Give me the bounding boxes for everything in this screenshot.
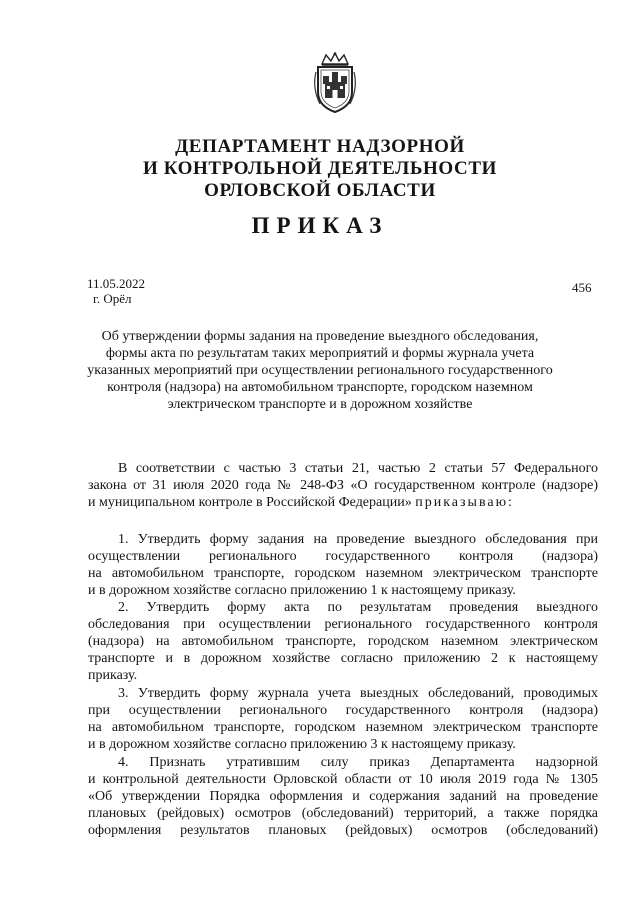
item-3-line-1: 3. Утвердить форму журнала учета выездных обследований, проводимых bbox=[118, 686, 598, 701]
order-date: 11.05.2022 bbox=[87, 276, 146, 291]
preamble-line-2: закона от 31 июля 2020 года № 248-ФЗ «О государственном контроле (надзоре) bbox=[88, 478, 598, 493]
item-4-line-3: «Об утверждении Порядка оформления и содержания заданий на проведение bbox=[88, 789, 598, 804]
item-3-line-4: и в дорожном хозяйстве согласно приложению 3 к настоящему приказу. bbox=[88, 737, 516, 752]
item-4-line-2: и контрольной деятельности Орловской области от 10 июля 2019 года № 1305 bbox=[88, 772, 598, 787]
order-city: г. Орёл bbox=[93, 291, 132, 306]
subject-line-5: электрическом транспорте и в дорожном хозяйстве bbox=[167, 397, 473, 412]
preamble-text: и муниципальном контроле в Российской Федерации» bbox=[88, 495, 412, 510]
department-name-line-3: ОРЛОВСКОЙ ОБЛАСТИ bbox=[204, 180, 436, 201]
item-4-line-1: 4. Признать утратившим силу приказ Департамента надзорной bbox=[118, 755, 598, 770]
department-name-line-1: ДЕПАРТАМЕНТ НАДЗОРНОЙ bbox=[175, 136, 465, 157]
item-1-line-4: и в дорожном хозяйстве согласно приложению 1 к настоящему приказу. bbox=[88, 583, 516, 598]
order-directive: приказываю: bbox=[415, 495, 514, 510]
preamble-line-1: В соответствии с частью 3 статьи 21, частью 2 статьи 57 Федерального bbox=[118, 461, 598, 476]
subject-line-2: формы акта по результатам таких мероприятий и формы журнала учета bbox=[105, 346, 535, 361]
department-name-line-2: И КОНТРОЛЬНОЙ ДЕЯТЕЛЬНОСТИ bbox=[142, 158, 498, 179]
item-2-line-3: (надзора) на автомобильном транспорте, городском наземном электрическом bbox=[88, 634, 598, 649]
item-4-line-4: плановых (рейдовых) осмотров (обследований) территорий, а также порядка bbox=[88, 806, 598, 821]
item-3-line-3: на автомобильном транспорте, городском наземном электрическом транспорте bbox=[88, 720, 598, 735]
subject-line-4: контроля (надзора) на автомобильном транспорте, городском наземном bbox=[107, 380, 533, 395]
item-2-line-1: 2. Утвердить форму акта по результатам проведения выездного bbox=[118, 600, 598, 615]
order-title: ПРИКАЗ bbox=[251, 213, 389, 238]
item-2-line-2: обследования при осуществлении регионального государственного контроля bbox=[88, 617, 598, 632]
item-2-line-4: транспорте и в дорожном хозяйстве согласно приложению 2 к настоящему bbox=[88, 651, 598, 666]
item-3-line-2: при осуществлении регионального государственного контроля (надзора) bbox=[88, 703, 598, 718]
order-number: 456 bbox=[572, 280, 592, 295]
preamble-line-3 bbox=[88, 494, 598, 511]
coat-of-arms-icon bbox=[310, 52, 360, 114]
subject-line-1: Об утверждении формы задания на проведение выездного обследования, bbox=[101, 329, 539, 344]
item-1-line-2: осуществлении регионального государственного контроля (надзора) bbox=[88, 549, 598, 564]
item-4-line-5: оформления результатов плановых (рейдовых) осмотров (обследований) bbox=[88, 823, 598, 838]
item-2-line-5: приказу. bbox=[88, 668, 138, 683]
item-1-line-1: 1. Утвердить форму задания на проведение выездного обследования при bbox=[118, 532, 598, 547]
item-1-line-3: на автомобильном транспорте, городском наземном электрическом транспорте bbox=[88, 566, 598, 581]
subject-line-3: указанных мероприятий при осуществлении регионального государственного bbox=[87, 363, 553, 378]
